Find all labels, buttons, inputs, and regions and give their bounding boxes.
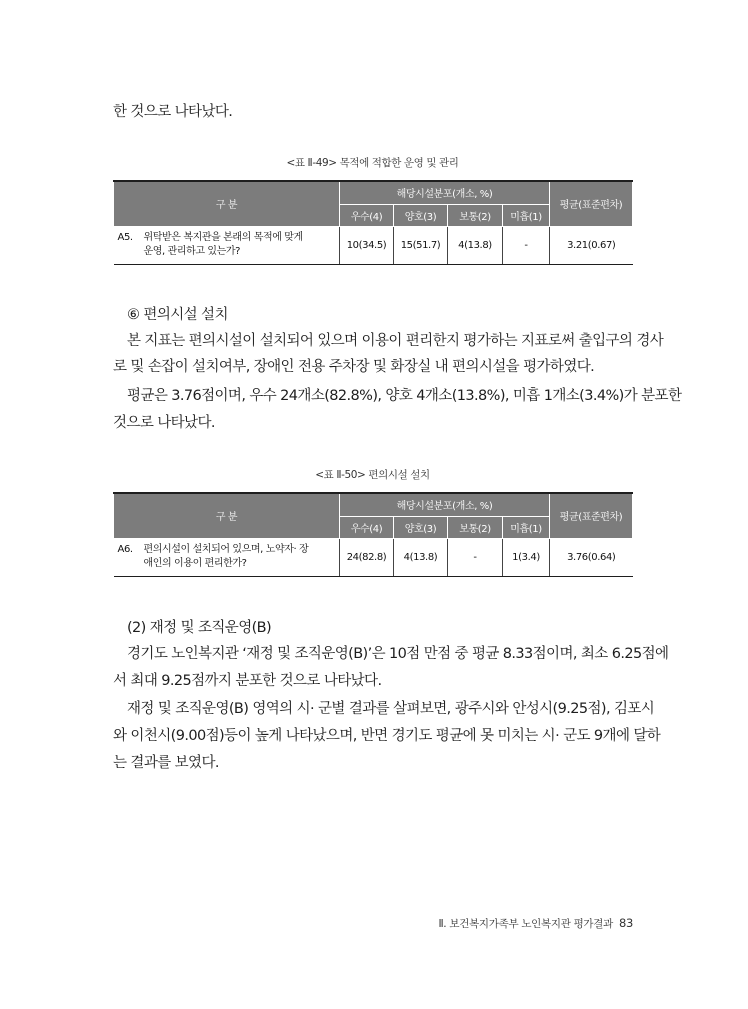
- table-49: [113, 180, 633, 265]
- value-good: 4(13.8): [394, 538, 448, 576]
- col-header-poor: 미흡(1): [503, 516, 550, 538]
- col-header-excellent: 우수(4): [340, 204, 394, 226]
- section-2-paragraph-2-line-2: 와 이천시(9.00점)등이 높게 나타났으며, 반면 경기도 평균에 못 미치는 시· 군도 9개에 달하: [113, 728, 661, 744]
- table-row: [114, 226, 633, 264]
- value-excellent: 10(34.5): [340, 226, 394, 264]
- question-code: A6.: [117, 544, 133, 555]
- page-footer: [113, 916, 633, 931]
- col-header-good: 양호(3): [394, 204, 448, 226]
- section-2-paragraph-1-line-2: 서 최대 9.25점까지 분포한 것으로 나타났다.: [113, 673, 382, 689]
- paragraph-text: 본 지표는 편의시설이 설치되어 있으며 이용이 편리한지 평가하는 지표로써 출입구의 경사: [127, 333, 664, 349]
- table-row: [114, 538, 633, 576]
- category-header: 구 분: [114, 493, 340, 538]
- col-header-poor: 미흡(1): [503, 204, 550, 226]
- col-header-excellent: 우수(4): [340, 516, 394, 538]
- paragraph-text: 재정 및 조직운영(B) 영역의 시· 군별 결과를 살펴보면, 광주시와 안성시(9.25점), 김포시: [127, 701, 655, 717]
- section-6-paragraph-1-line-1: [113, 329, 664, 350]
- section-6-heading: [113, 303, 635, 324]
- value-excellent: 24(82.8): [340, 538, 394, 576]
- paragraph-text: 평균은 3.76점이며, 우수 24개소(82.8%), 양호 4개소(13.8%), 미흡 1개소(3.4%)가 분포한: [127, 388, 682, 404]
- section-6-paragraph-2-line-2: 것으로 나타났다.: [113, 415, 215, 431]
- question-text-line2: 애인의 이용이 편리한가?: [143, 558, 247, 569]
- question-text-line1: 편의시설이 설치되어 있으며, 노약자· 장: [143, 544, 309, 555]
- table-50-caption: <표 Ⅱ-50> 편의시설 설치: [315, 469, 430, 481]
- section-2-heading-text: (2) 재정 및 조직운영(B): [127, 620, 272, 636]
- section-2-paragraph-2-line-3: 는 결과를 보였다.: [113, 755, 219, 771]
- value-average: 4(13.8): [448, 226, 503, 264]
- table-50: [113, 492, 633, 577]
- distribution-header: 해당시설분포(개소, %): [340, 493, 550, 516]
- distribution-header: 해당시설분포(개소, %): [340, 181, 550, 204]
- section-2-paragraph-2-line-1: [113, 697, 655, 718]
- category-header: 구 분: [114, 181, 340, 226]
- value-mean: 3.21(0.67): [550, 226, 633, 264]
- section-6-heading-text: ⑥ 편의시설 설치: [127, 307, 228, 323]
- section-6-paragraph-2-line-1: [113, 384, 682, 405]
- value-poor: 1(3.4): [503, 538, 550, 576]
- question-cell: [114, 226, 340, 264]
- section-2-heading: [113, 616, 635, 637]
- question-text-line1: 위탁받은 복지관을 본래의 목적에 맞게: [143, 232, 303, 243]
- section-2-paragraph-1-line-1: [113, 642, 669, 663]
- intro-line: 한 것으로 나타났다.: [113, 104, 233, 120]
- paragraph-text: 경기도 노인복지관 ‘재정 및 조직운영(B)’은 10점 만점 중 평균 8.33점이며, 최소 6.25점에: [127, 646, 669, 662]
- col-header-good: 양호(3): [394, 516, 448, 538]
- col-header-average: 보통(2): [448, 516, 503, 538]
- page-number: 83: [618, 916, 633, 930]
- question-text-line2: 운영, 관리하고 있는가?: [143, 246, 241, 257]
- value-poor: -: [503, 226, 550, 264]
- table-49-caption: <표 Ⅱ-49> 목적에 적합한 운영 및 관리: [286, 157, 459, 169]
- mean-header: 평균(표준편차): [550, 181, 633, 226]
- question-code: A5.: [117, 232, 133, 243]
- value-average: -: [448, 538, 503, 576]
- section-6-paragraph-1-line-2: 로 및 손잡이 설치여부, 장애인 전용 주차장 및 화장실 내 편의시설을 평가하였다.: [113, 359, 595, 375]
- question-cell: [114, 538, 340, 576]
- mean-header: 평균(표준편차): [550, 493, 633, 538]
- value-mean: 3.76(0.64): [550, 538, 633, 576]
- value-good: 15(51.7): [394, 226, 448, 264]
- footer-text: Ⅱ. 보건복지가족부 노인복지관 평가결과: [438, 918, 613, 930]
- col-header-average: 보통(2): [448, 204, 503, 226]
